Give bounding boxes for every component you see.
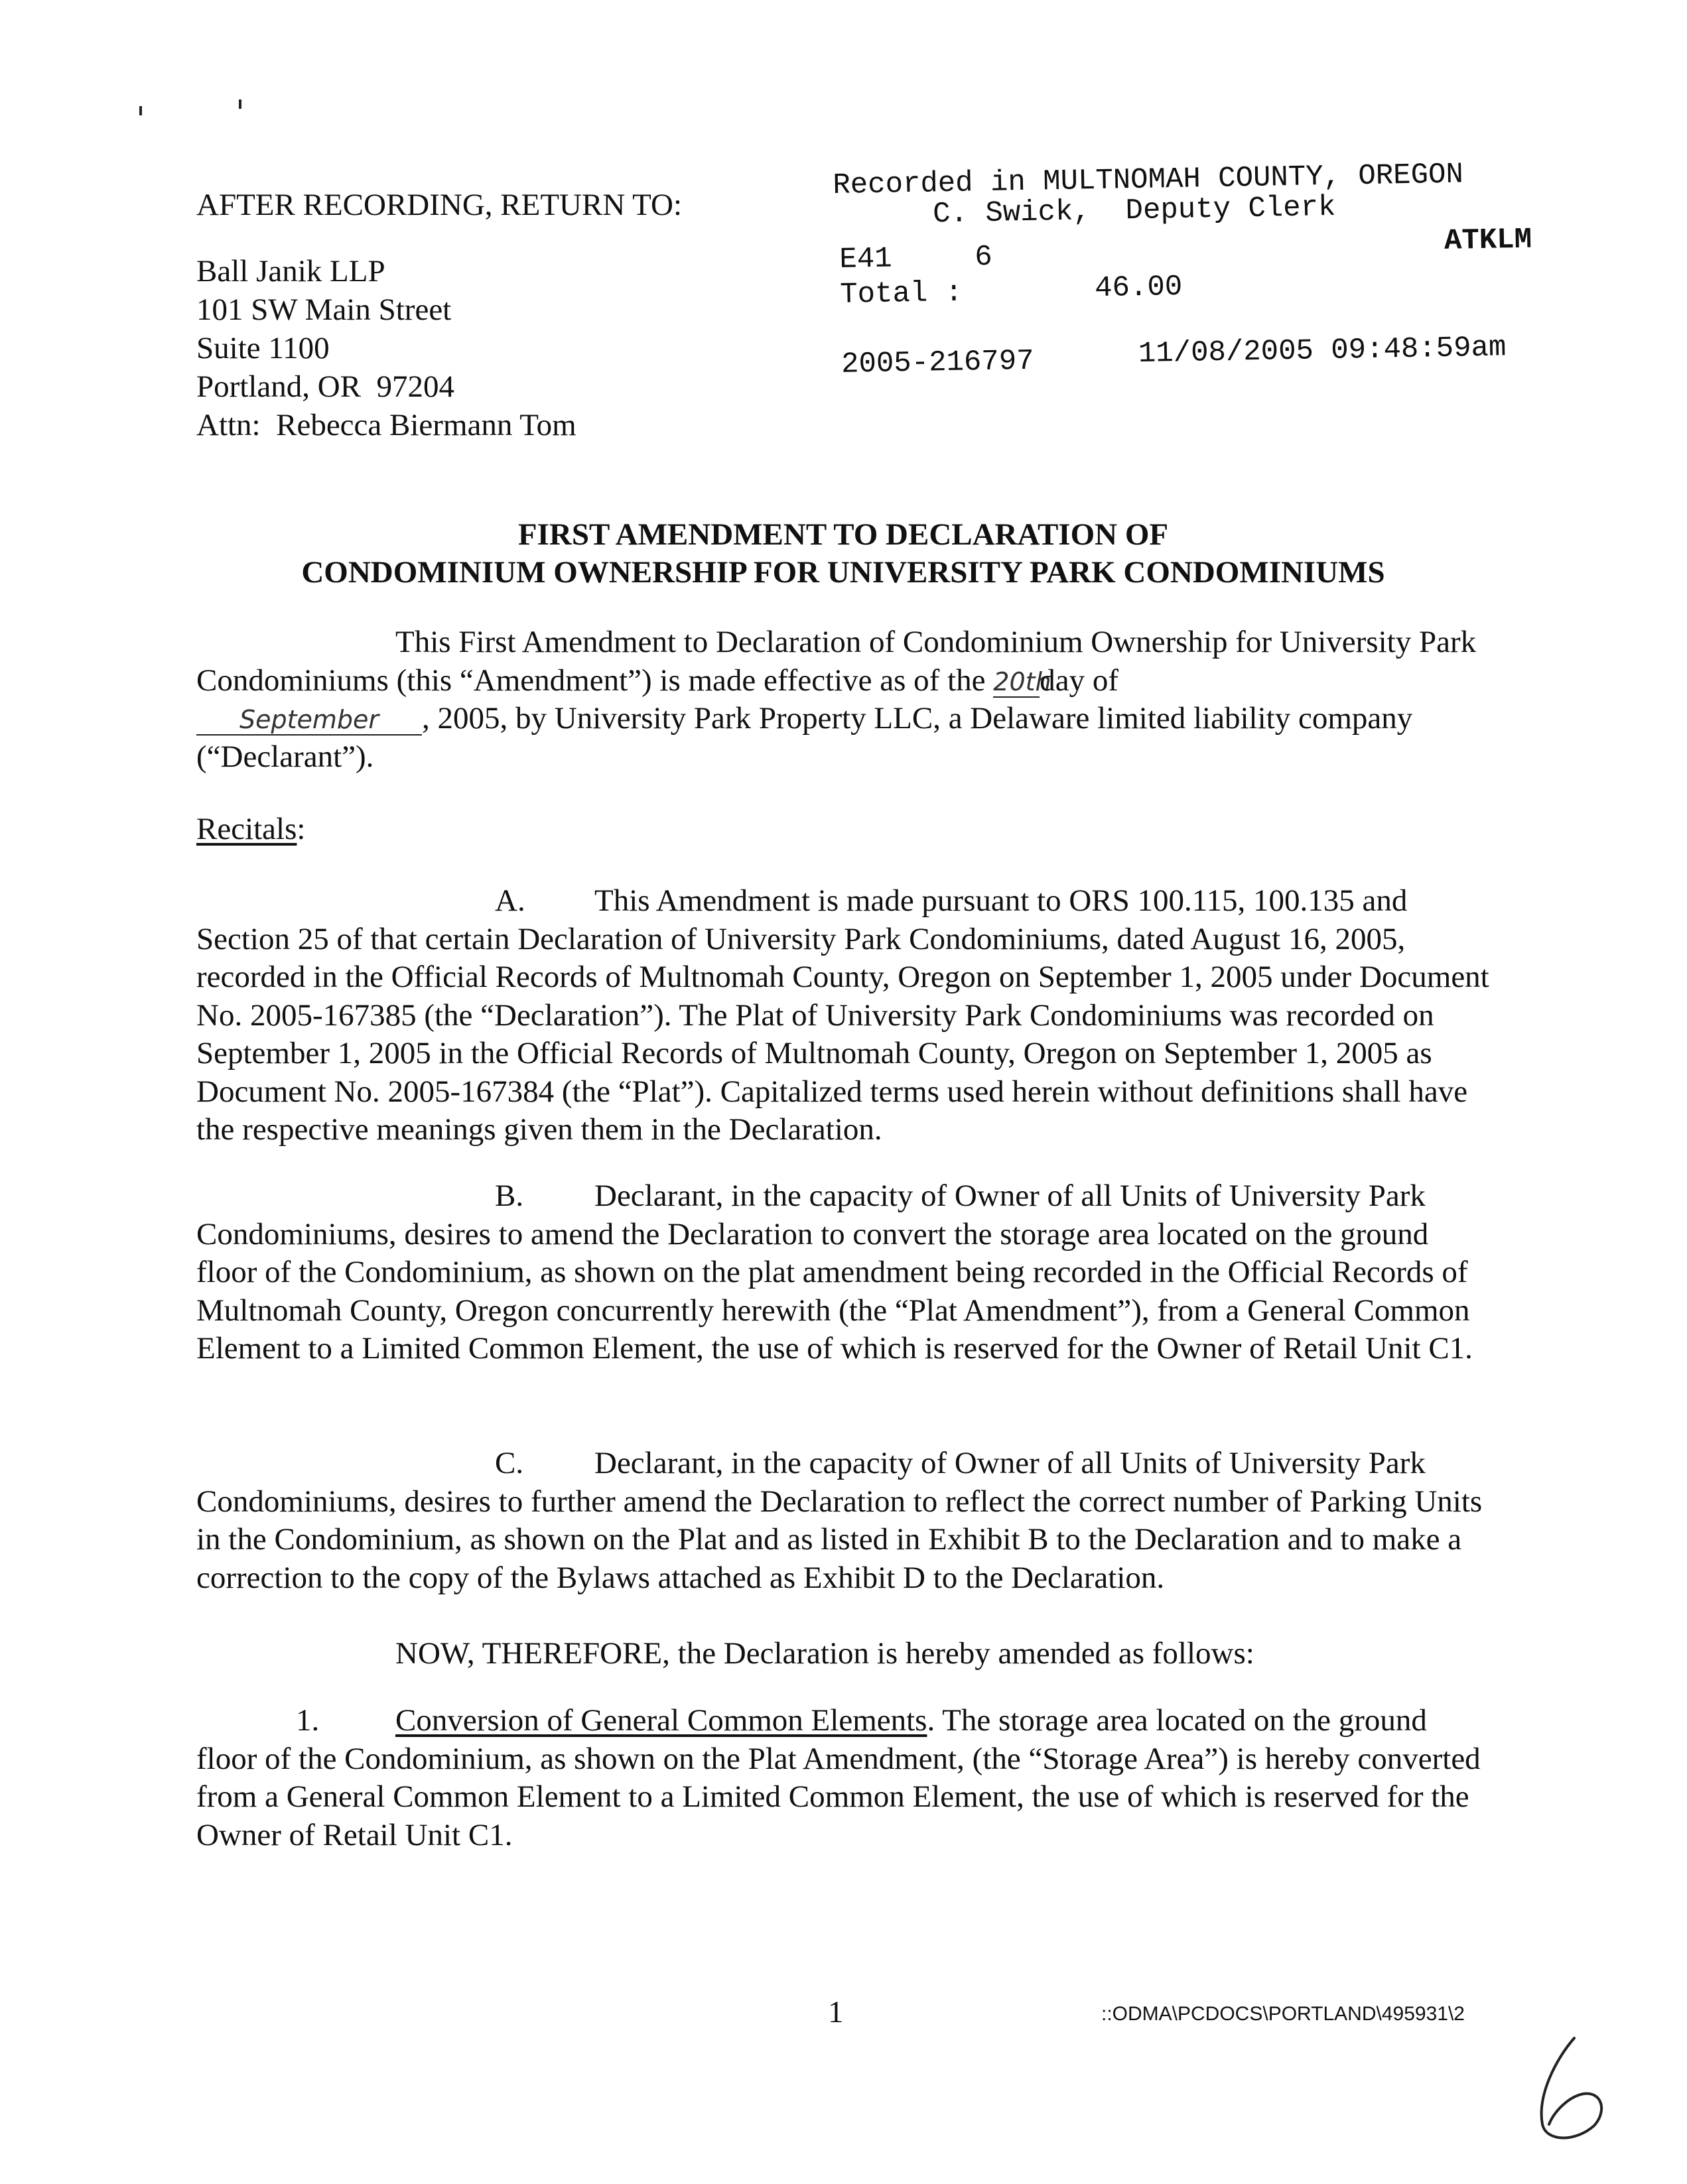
return-line: 101 SW Main Street bbox=[196, 292, 452, 327]
handwritten-page-number bbox=[1522, 2033, 1622, 2146]
document-reference: ::ODMA\PCDOCS\PORTLAND\495931\2 bbox=[1101, 2003, 1465, 2025]
stamp-code2: 6 bbox=[974, 240, 993, 275]
section-1 bbox=[196, 1702, 1490, 1854]
stamp-total-label: Total : bbox=[839, 276, 963, 312]
recording-stamp bbox=[833, 157, 1540, 395]
handwritten-day: 20th bbox=[993, 667, 1051, 696]
recitals-heading-text: Recitals bbox=[196, 812, 297, 846]
recital-a bbox=[196, 882, 1490, 1149]
intro-text-2: day of bbox=[1040, 663, 1119, 698]
intro-paragraph bbox=[196, 623, 1490, 776]
stamp-total-value: 46.00 bbox=[1094, 270, 1183, 306]
intro-text-1: This First Amendment to Declaration of Condominium Ownership for University Park Condominiums (this “Amendment”) is made effective as of the bbox=[196, 625, 1477, 698]
return-line: Attn: Rebecca Biermann Tom bbox=[196, 408, 576, 442]
page-number: 1 bbox=[828, 1995, 844, 2029]
recital-c-text: Declarant, in the capacity of Owner of all Units of University Park Condominiums, desires to further amend the Declaration to reflect the correct number of Parking Units in the Condominium, as shown on the Plat and as listed in Exhibit B to the Declaration and to make a correction to the copy of the Bylaws attached as Exhibit D to the Declaration. bbox=[196, 1446, 1483, 1595]
intro-text-3: , 2005, by University Park Property LLC, a Delaware limited liability company (“Declarant”). bbox=[196, 701, 1413, 774]
stamp-code3: ATKLM bbox=[1444, 223, 1532, 258]
document-title-line2: CONDOMINIUM OWNERSHIP FOR UNIVERSITY PARK CONDOMINIUMS bbox=[301, 555, 1385, 590]
stamp-line1: Recorded in MULTNOMAH COUNTY, OREGON bbox=[833, 158, 1464, 202]
handwritten-month: September bbox=[239, 705, 379, 734]
now-therefore-text: NOW, THEREFORE, the Declaration is hereby amended as follows: bbox=[395, 1636, 1254, 1671]
stamp-line2: C. Swick, Deputy Clerk bbox=[932, 190, 1336, 231]
scan-mark bbox=[139, 106, 142, 115]
stamp-datetime: 11/08/2005 09:48:59am bbox=[1138, 331, 1507, 371]
section-1-heading: Conversion of General Common Elements bbox=[395, 1703, 927, 1738]
recital-c bbox=[196, 1445, 1490, 1597]
recital-a-label: A. bbox=[495, 883, 525, 918]
stamp-doc-number: 2005-216797 bbox=[841, 344, 1034, 381]
recital-b bbox=[196, 1177, 1490, 1368]
document-title-line1: FIRST AMENDMENT TO DECLARATION OF bbox=[517, 517, 1169, 552]
return-line: Portland, OR 97204 bbox=[196, 369, 455, 404]
return-block bbox=[196, 186, 793, 444]
recital-c-label: C. bbox=[495, 1446, 524, 1480]
scan-mark bbox=[239, 99, 241, 109]
return-line: Ball Janik LLP bbox=[196, 254, 385, 289]
recitals-colon: : bbox=[297, 812, 306, 846]
recital-a-text: This Amendment is made pursuant to ORS 100.115, 100.135 and Section 25 of that certain Declaration of University Park Condominiums, dated August 16, 2005, recorded in the Official Records of Multnomah County, Oregon on September 1, 2005 under Document No. 2005-167385 (the “Declaration”). The Plat of University Park Condominiums was recorded on September 1, 2005 in the Official Records of Multnomah County, Oregon on September 1, 2005 as Document No. 2005-167384 (the “Plat”). Capitalized terms used herein without definitions shall have the respective meanings given them in the Declaration. bbox=[196, 883, 1489, 1147]
return-line: Suite 1100 bbox=[196, 331, 330, 365]
section-1-number: 1. bbox=[296, 1703, 320, 1738]
recitals-heading bbox=[196, 810, 1490, 849]
section-1-text: . The storage area located on the ground floor of the Condominium, as shown on the Plat Amendment, (the “Storage Area”) is hereby converted from a General Common Element to a Limited Common Element, the use of which is reserved for the Owner of Retail Unit C1. bbox=[196, 1703, 1481, 1852]
stamp-code1: E41 bbox=[839, 242, 893, 277]
recital-b-text: Declarant, in the capacity of Owner of all Units of University Park Condominiums, desires to amend the Declaration to convert the storage area located on the ground floor of the Condominium, as shown on the plat amendment being recorded in the Official Records of Multnomah County, Oregon concurrently herewith (the “Plat Amendment”), from a General Common Element to a Limited Common Element, the use of which is reserved for the Owner of Retail Unit C1. bbox=[196, 1179, 1473, 1366]
return-heading: AFTER RECORDING, RETURN TO: bbox=[196, 188, 683, 222]
now-therefore bbox=[196, 1635, 1490, 1673]
recital-b-label: B. bbox=[495, 1179, 524, 1213]
